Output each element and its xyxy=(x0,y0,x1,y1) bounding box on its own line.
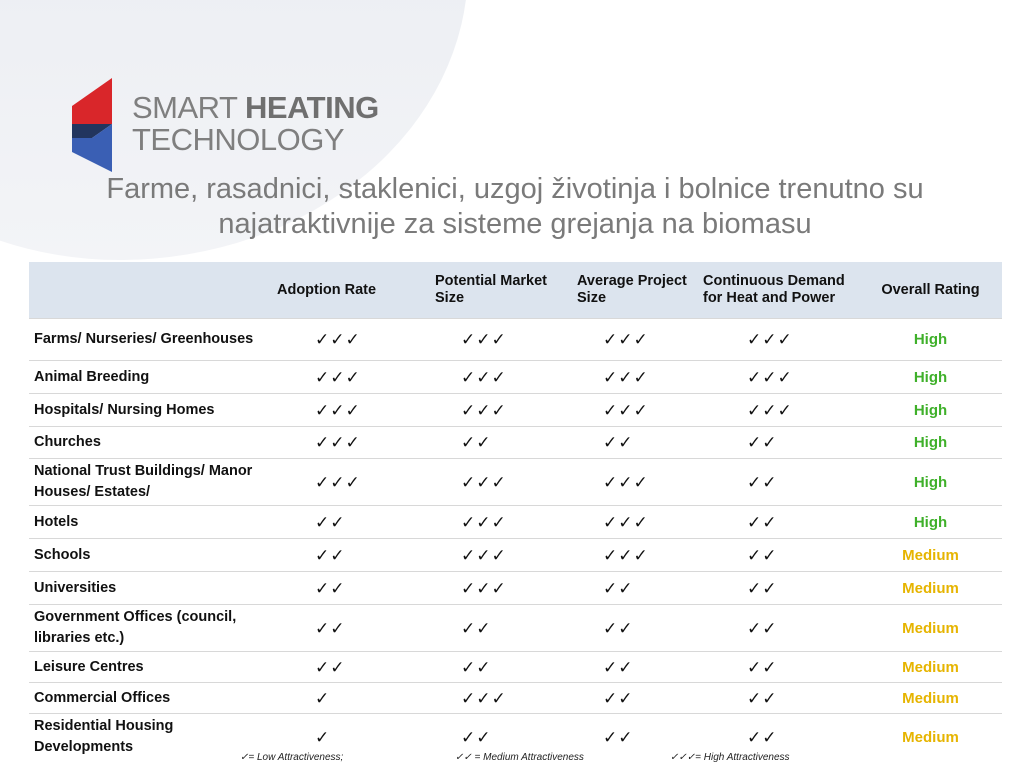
brand-smart: SMART xyxy=(132,90,237,125)
row-sector-label: Schools xyxy=(29,539,273,572)
check-cell: ✓✓✓ xyxy=(431,539,573,572)
check-cell: ✓✓ xyxy=(699,572,859,605)
check-cell: ✓✓✓ xyxy=(273,427,431,459)
table-row xyxy=(29,506,1002,539)
rating-badge: Medium xyxy=(859,652,1002,683)
row-sector-label: Churches xyxy=(29,427,273,459)
check-cell: ✓✓✓ xyxy=(431,506,573,539)
rating-badge: Medium xyxy=(859,714,1002,761)
rating-badge: High xyxy=(859,394,1002,427)
check-cell: ✓✓✓ xyxy=(273,319,431,361)
rating-badge: High xyxy=(859,427,1002,459)
check-cell: ✓✓✓ xyxy=(699,361,859,394)
check-cell: ✓✓✓ xyxy=(573,539,699,572)
check-cell: ✓✓ xyxy=(273,605,431,652)
rating-badge: High xyxy=(859,319,1002,361)
check-cell: ✓✓✓ xyxy=(431,319,573,361)
check-cell: ✓✓ xyxy=(699,539,859,572)
table-row xyxy=(29,683,1002,714)
rating-badge: Medium xyxy=(859,683,1002,714)
check-cell: ✓✓ xyxy=(699,605,859,652)
check-cell: ✓✓✓ xyxy=(431,394,573,427)
row-sector-label: Hospitals/ Nursing Homes xyxy=(29,394,273,427)
header-overall-rating: Overall Rating xyxy=(859,262,1002,319)
header-adoption-rate: Adoption Rate xyxy=(273,262,431,319)
check-cell: ✓✓ xyxy=(573,605,699,652)
table-row xyxy=(29,605,1002,652)
check-cell: ✓✓✓ xyxy=(431,572,573,605)
header-project-size: Average Project Size xyxy=(573,262,699,319)
row-sector-label: National Trust Buildings/ Manor Houses/ Estates/ xyxy=(29,459,273,506)
row-sector-label: Animal Breeding xyxy=(29,361,273,394)
check-cell: ✓✓ xyxy=(573,427,699,459)
check-cell: ✓✓ xyxy=(573,683,699,714)
rating-badge: Medium xyxy=(859,605,1002,652)
row-sector-label: Government Offices (council, libraries etc.) xyxy=(29,605,273,652)
header-market-size: Potential Market Size xyxy=(431,262,573,319)
check-cell: ✓✓✓ xyxy=(431,361,573,394)
check-cell: ✓✓✓ xyxy=(699,394,859,427)
check-cell: ✓✓ xyxy=(573,714,699,761)
table-row xyxy=(29,539,1002,572)
check-cell: ✓✓✓ xyxy=(573,394,699,427)
check-cell: ✓✓ xyxy=(431,605,573,652)
check-cell: ✓✓ xyxy=(273,539,431,572)
rating-badge: Medium xyxy=(859,572,1002,605)
legend-high: ✓✓✓= High Attractiveness xyxy=(670,752,790,763)
headline-line-2: najatraktivnije za sisteme grejanja na biomasu xyxy=(218,208,812,240)
row-sector-label: Commercial Offices xyxy=(29,683,273,714)
header-continuous-demand: Continuous Demand for Heat and Power xyxy=(699,262,859,319)
check-cell: ✓✓✓ xyxy=(573,506,699,539)
table-row xyxy=(29,427,1002,459)
check-cell: ✓✓ xyxy=(699,683,859,714)
legend-low: ✓= Low Attractiveness; xyxy=(240,752,344,763)
check-cell: ✓✓ xyxy=(431,427,573,459)
check-cell: ✓✓ xyxy=(431,652,573,683)
check-cell: ✓✓ xyxy=(699,714,859,761)
table-row xyxy=(29,459,1002,506)
rating-badge: High xyxy=(859,506,1002,539)
check-cell: ✓✓ xyxy=(699,506,859,539)
check-cell: ✓✓ xyxy=(273,652,431,683)
check-cell: ✓✓✓ xyxy=(273,361,431,394)
check-cell: ✓✓✓ xyxy=(431,683,573,714)
table-header-row xyxy=(29,262,1002,319)
check-cell: ✓✓ xyxy=(273,572,431,605)
row-sector-label: Farms/ Nurseries/ Greenhouses xyxy=(29,319,273,361)
brand-technology: TECHNOLOGY xyxy=(132,122,345,157)
rating-badge: High xyxy=(859,459,1002,506)
table-row xyxy=(29,394,1002,427)
check-cell: ✓✓ xyxy=(699,459,859,506)
header-sector xyxy=(29,262,273,319)
table-row xyxy=(29,319,1002,361)
row-sector-label: Universities xyxy=(29,572,273,605)
row-sector-label: Residential Housing Developments xyxy=(29,714,273,761)
check-cell: ✓✓ xyxy=(573,572,699,605)
check-cell: ✓✓✓ xyxy=(573,319,699,361)
rating-badge: Medium xyxy=(859,539,1002,572)
check-cell: ✓✓✓ xyxy=(431,459,573,506)
check-cell: ✓✓✓ xyxy=(273,459,431,506)
table-row xyxy=(29,652,1002,683)
brand-heating: HEATING xyxy=(245,90,379,125)
check-cell: ✓✓ xyxy=(699,652,859,683)
row-sector-label: Leisure Centres xyxy=(29,652,273,683)
brand-name xyxy=(132,92,379,156)
headline-line-1: Farme, rasadnici, staklenici, uzgoj životinja i bolnice trenutno su xyxy=(106,173,924,205)
slide-headline xyxy=(20,172,1010,242)
check-cell: ✓✓ xyxy=(699,427,859,459)
row-sector-label: Hotels xyxy=(29,506,273,539)
check-cell: ✓✓✓ xyxy=(573,459,699,506)
check-cell: ✓✓ xyxy=(573,652,699,683)
legend-medium: ✓✓ = Medium Attractiveness xyxy=(455,752,584,763)
check-cell: ✓✓✓ xyxy=(699,319,859,361)
attractiveness-table xyxy=(29,262,1002,760)
table-row xyxy=(29,572,1002,605)
check-cell: ✓✓ xyxy=(431,714,573,761)
check-cell: ✓✓ xyxy=(273,506,431,539)
check-cell: ✓✓✓ xyxy=(573,361,699,394)
company-logo-icon xyxy=(72,78,112,172)
check-cell: ✓ xyxy=(273,714,431,761)
check-cell: ✓ xyxy=(273,683,431,714)
table-row xyxy=(29,361,1002,394)
check-cell: ✓✓✓ xyxy=(273,394,431,427)
rating-badge: High xyxy=(859,361,1002,394)
